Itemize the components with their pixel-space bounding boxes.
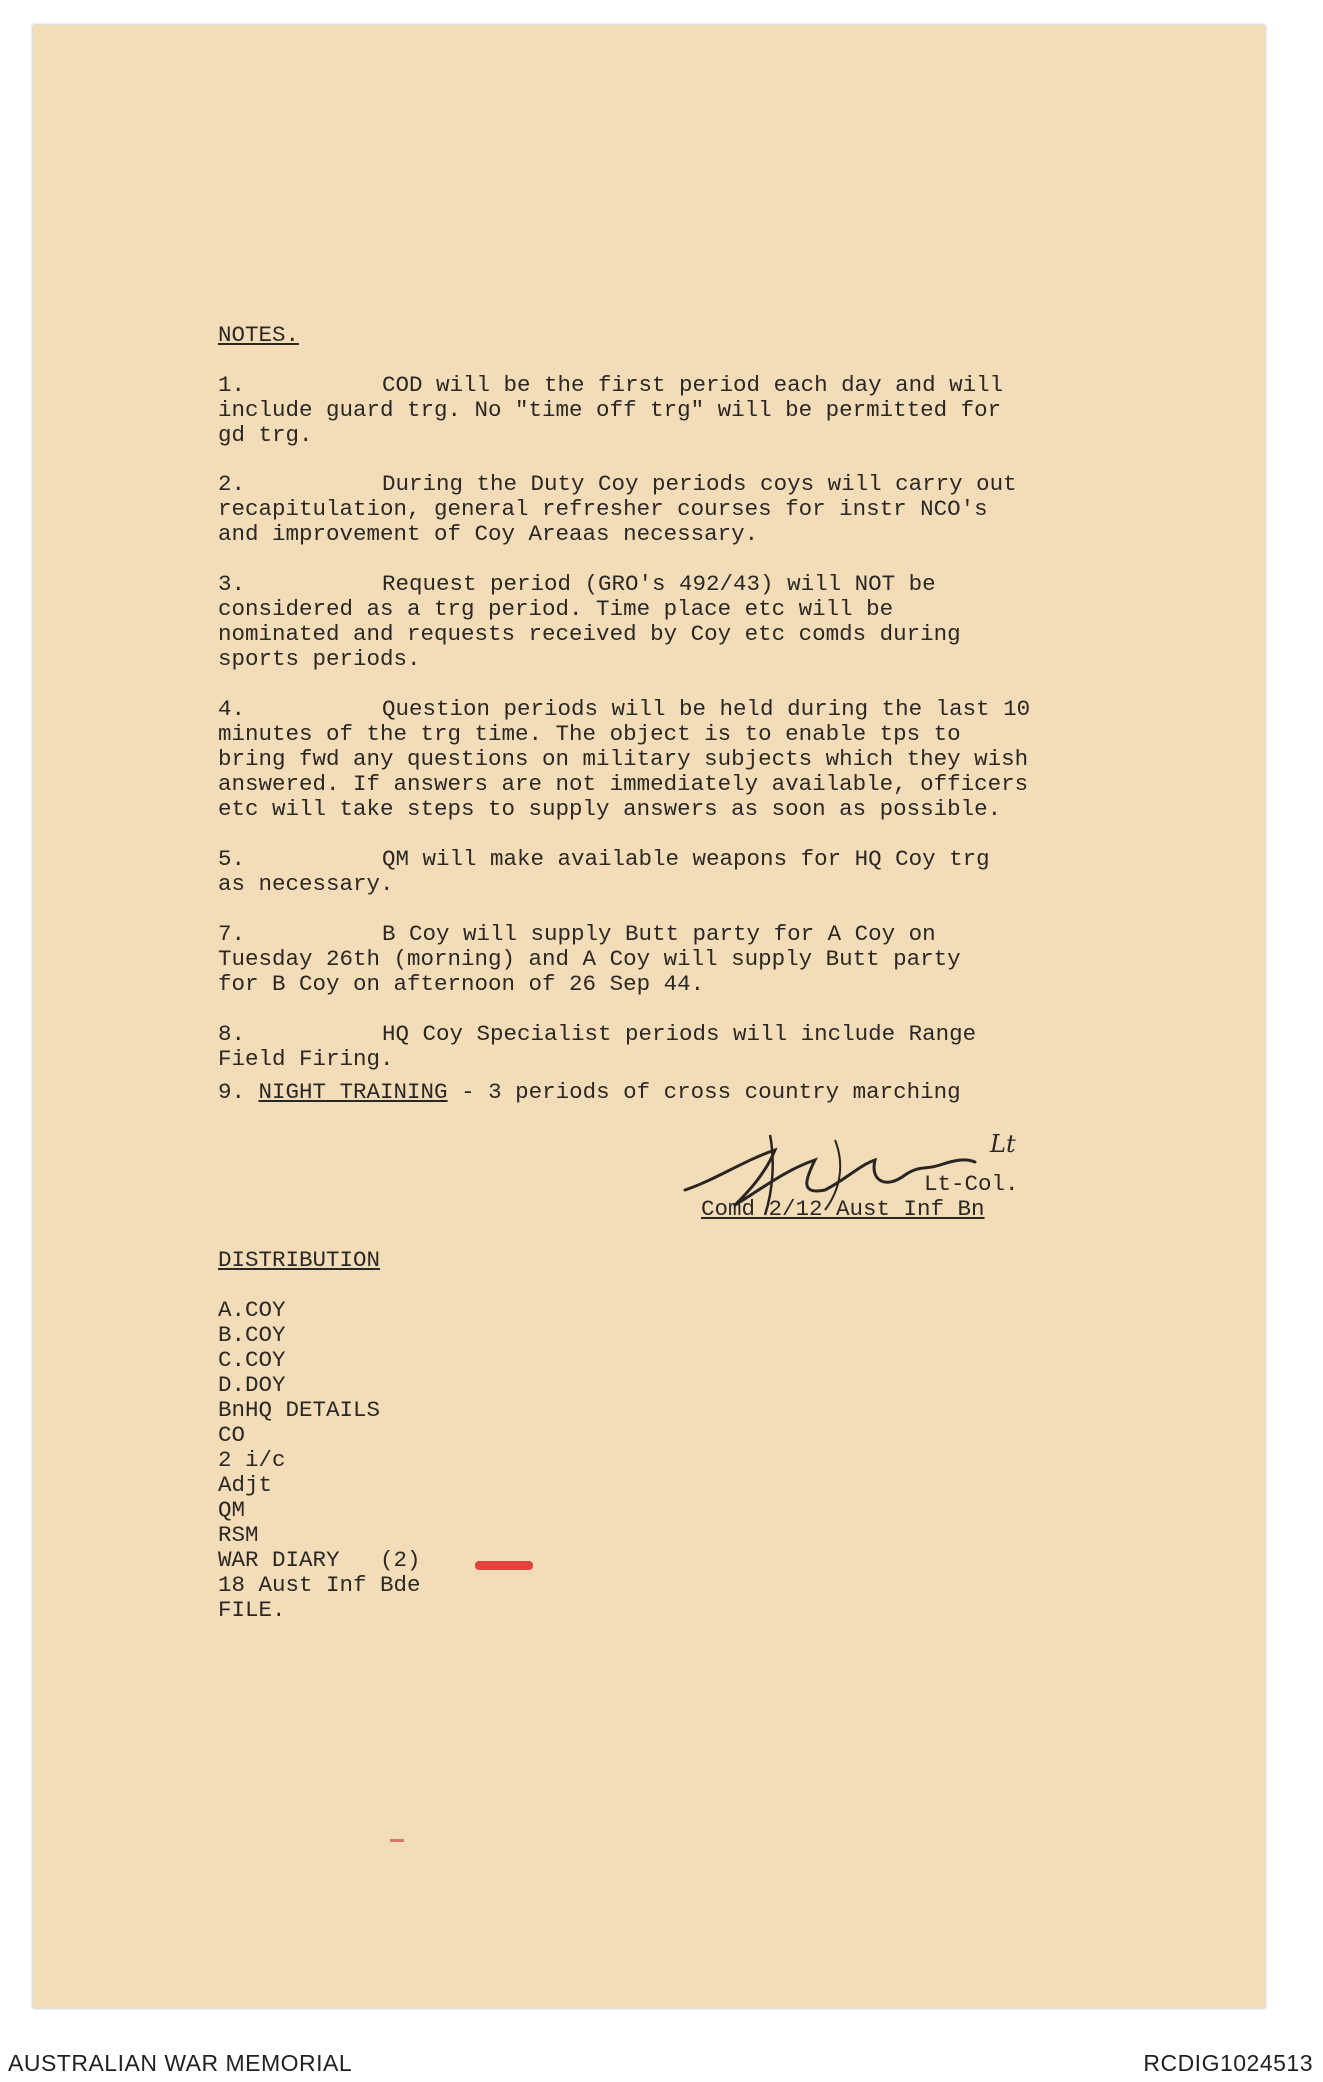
list-item: WAR DIARY (2): [218, 1547, 421, 1573]
signature-rank: Lt-Col.: [924, 1171, 1019, 1197]
list-item: D.DOY: [218, 1372, 286, 1398]
signature-title: Comd 2/12 Aust Inf Bn: [701, 1196, 985, 1222]
distribution-heading: DISTRIBUTION: [218, 1247, 381, 1273]
list-item: A.COY: [218, 1297, 286, 1323]
note-2: 2. During the Duty Coy periods coys will carry out recapitulation, general refresher courses for instr NCO's and improvement of Coy Areaas necessary.: [218, 471, 1017, 547]
list-item: B.COY: [218, 1322, 286, 1348]
note-5: 5. QM will make available weapons for HQ Coy trg as necessary.: [218, 846, 990, 897]
list-item: RSM: [218, 1522, 259, 1548]
list-item: 2 i/c: [218, 1447, 286, 1473]
red-pencil-mark: [475, 1561, 533, 1570]
footer-item-id: RCDIG1024513: [1143, 2050, 1313, 2076]
list-item: C.COY: [218, 1347, 286, 1373]
note-8: 8. HQ Coy Specialist periods will include Range Field Firing.: [218, 1021, 977, 1072]
notes-heading: NOTES.: [218, 322, 300, 348]
list-item: Adjt: [218, 1472, 273, 1498]
list-item: 18 Aust Inf Bde: [218, 1572, 421, 1598]
list-item: QM: [218, 1497, 246, 1523]
distribution-list: [218, 1298, 1158, 1623]
note-9: 9. NIGHT TRAINING - 3 periods of cross country marching: [218, 1079, 961, 1105]
footer-archive-name: AUSTRALIAN WAR MEMORIAL: [8, 2050, 353, 2076]
signature-rank-handwritten: Lt: [990, 1130, 1016, 1158]
list-item: CO: [218, 1422, 246, 1448]
list-item: BnHQ DETAILS: [218, 1397, 381, 1423]
note-1: 1. COD will be the first period each day and will include guard trg. No "time off trg" will be permitted for gd trg.: [218, 372, 1004, 448]
note-3: 3. Request period (GRO's 492/43) will NOT be considered as a trg period. Time place etc will be nominated and requests received by Coy etc comds during sports periods.: [218, 571, 961, 672]
list-item: FILE.: [218, 1597, 286, 1623]
note-4: 4. Question periods will be held during the last 10 minutes of the trg time. The object is to enable tps to bring fwd any questions on military subjects which they wish answered. If answers are not immediately available, officers etc will take steps to supply answers as soon as possible.: [218, 696, 1031, 822]
red-pencil-tick: [390, 1839, 404, 1842]
note-7: 7. B Coy will supply Butt party for A Coy on Tuesday 26th (morning) and A Coy will supply Butt party for B Coy on afternoon of 26 Sep 44.: [218, 921, 961, 997]
